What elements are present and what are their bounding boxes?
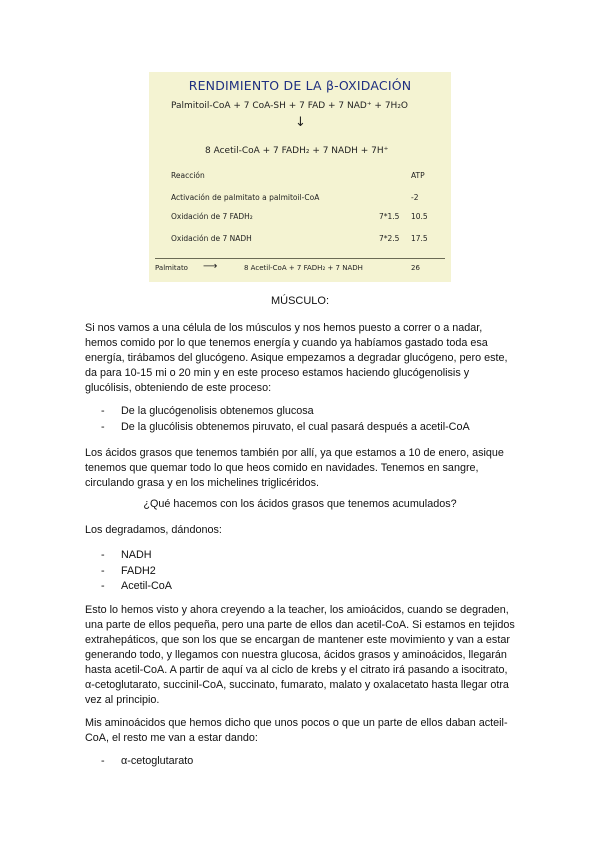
equation-reactants: Palmitoil-CoA + 7 CoA-SH + 7 FAD + 7 NAD⁺ + 7H₂O — [171, 101, 409, 111]
paragraph-3: Los degradamos, dándonos: — [85, 524, 222, 536]
equation-products: 8 Acetil-CoA + 7 FADH₂ + 7 NADH + 7H⁺ — [205, 146, 389, 156]
list-item — [101, 548, 152, 563]
list-item-text: De la glucólisis obtenemos piruvato, el cual pasará después a acetil-CoA — [121, 421, 470, 433]
question: ¿Qué hacemos con los ácidos grasos que tenemos acumulados? — [143, 498, 457, 510]
table-row-atp: 10.5 — [411, 212, 428, 221]
table-row-label: Activación de palmitato a palmitoil-CoA — [171, 193, 320, 202]
bullet: - — [101, 580, 105, 592]
bullet: - — [101, 755, 105, 767]
paragraph-1: Si nos vamos a una célula de los músculos y nos hemos puesto a correr o a nadar, hemos comido por lo que tenemos energía y cuando ya habíamos gastado toda esa energía, tirábamos del glucógeno. Asique empezamos a degradar glucógeno, pero este, da para 10-15 mi o 20 min y en este proceso estamos haciendo glucógenolisis y glucólisis, obteniendo de este proceso: — [85, 322, 508, 394]
down-arrow-icon: ↓ — [295, 115, 306, 130]
table-header-reaction: Reacción — [171, 171, 205, 180]
list-item-text: FADH2 — [121, 565, 156, 577]
table-row-multiplier: 7*2.5 — [379, 234, 400, 243]
table-row-multiplier: 7*1.5 — [379, 212, 400, 221]
list-item — [101, 754, 193, 769]
summary-divider — [155, 258, 445, 259]
list-item-text: De la glucógenolisis obtenemos glucosa — [121, 405, 314, 417]
paragraph-5: Mis aminoácidos que hemos dicho que unos pocos o que un parte de ellos daban acteil-CoA, el resto me van a estar dando: — [85, 717, 508, 744]
bullet: - — [101, 565, 105, 577]
bullet: - — [101, 405, 105, 417]
right-arrow-icon: ⟶ — [203, 261, 218, 272]
table-row-atp: -2 — [411, 193, 419, 202]
table-row-label: Oxidación de 7 FADH₂ — [171, 212, 253, 221]
slide-title: RENDIMIENTO DE LA β-OXIDACIÓN — [188, 78, 412, 93]
beta-oxidation-slide — [149, 72, 451, 282]
paragraph-4: Esto lo hemos visto y ahora creyendo a la teacher, los amioácidos, cuando se degraden, una parte de ellos pequeña, pero una parte de ellos dan acetil-CoA. Si estamos en tejidos extrahepáticos, que son los que se encargan de mantener este movimiento y van a estar generando todo, y llegamos con nuestra glucosa, ácidos grasos y aminoácidos, llegarán hasta acetil-CoA. A partir de aquí va al ciclo de krebs y el citrato irá pasando a isocitrato, α-cetoglutarato, succinil-CoA, succinato, fumarato, malato y oxalacetato hasta llegar otra vez al principio. — [85, 604, 515, 706]
list-item-text: Acetil-CoA — [121, 580, 173, 592]
table-row-label: Oxidación de 7 NADH — [171, 234, 252, 243]
summary-result: 8 Acetil-CoA + 7 FADH₂ + 7 NADH — [244, 264, 363, 272]
bullet: - — [101, 421, 105, 433]
paragraph-2: Los ácidos grasos que tenemos también por allí, ya que estamos a 10 de enero, asique tenemos que quemar todo lo que heos comido en navidades. Tenemos en sangre, circulando grasa y en los michelines triglicéridos. — [85, 447, 504, 489]
bullet: - — [101, 549, 105, 561]
section-title: MÚSCULO: — [270, 295, 330, 307]
summary-total: 26 — [411, 264, 420, 272]
table-header-atp: ATP — [411, 171, 425, 180]
list-item — [101, 404, 314, 419]
list-item — [101, 579, 172, 594]
list-item-text: NADH — [121, 549, 152, 561]
list-item-text: α-cetoglutarato — [121, 755, 194, 767]
table-row-atp: 17.5 — [411, 234, 428, 243]
summary-start: Palmitato — [155, 264, 188, 272]
list-item — [101, 420, 470, 435]
list-item — [101, 564, 156, 579]
